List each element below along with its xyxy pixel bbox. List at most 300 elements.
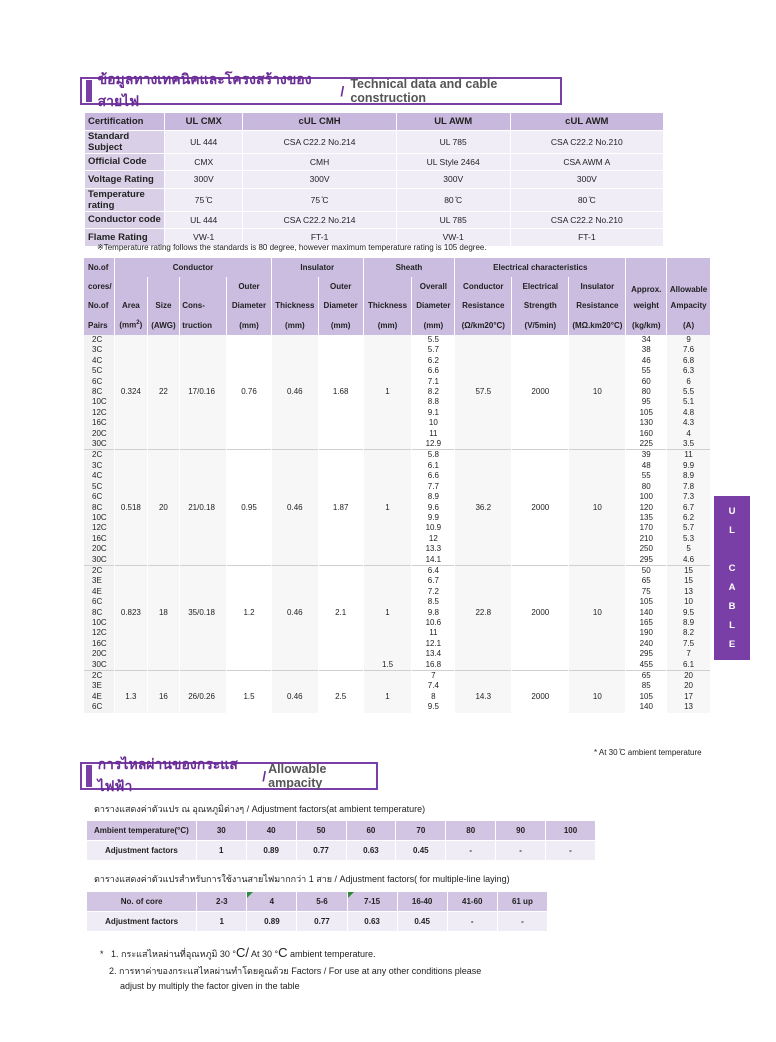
weight-cell: 120 — [626, 503, 667, 513]
overall-diameter-cell: 14.1 — [412, 555, 455, 566]
core-count: 2C — [84, 335, 115, 345]
table-row — [84, 408, 711, 418]
overall-diameter-cell: 6.7 — [412, 576, 455, 586]
insulator-resistance-cell — [569, 513, 626, 523]
table-row — [84, 503, 711, 513]
temperature-adjustment-table — [86, 820, 596, 861]
awg-cell — [147, 492, 180, 502]
col-weight: weight — [626, 296, 667, 315]
construction-cell — [180, 587, 227, 597]
sheath-thickness-cell — [363, 345, 412, 355]
insulator-resistance-cell — [569, 471, 626, 481]
weight-cell: 100 — [626, 492, 667, 502]
area-cell — [115, 345, 148, 355]
insulator-outer-cell — [318, 523, 363, 533]
electrical-strength-cell — [512, 534, 569, 544]
spec-cell: 300V — [243, 171, 396, 189]
ampacity-cell: 6.2 — [667, 513, 711, 523]
col-strength: Strength — [512, 296, 569, 315]
conductor-resistance-cell: 22.8 — [455, 608, 512, 618]
electrical-strength-cell — [512, 377, 569, 387]
overall-diameter-cell: 10.9 — [412, 523, 455, 533]
insulator-resistance-cell — [569, 523, 626, 533]
awg-cell — [147, 639, 180, 649]
sheath-thickness-cell — [363, 471, 412, 481]
adj1-value-cell: 0.45 — [396, 841, 446, 861]
awg-cell — [147, 377, 180, 387]
insulator-resistance-cell: 10 — [569, 387, 626, 397]
table-row — [84, 429, 711, 439]
overall-diameter-cell: 13.4 — [412, 649, 455, 659]
area-cell — [115, 461, 148, 471]
ampacity-cell: 6.1 — [667, 660, 711, 671]
insulator-thickness-cell — [271, 534, 318, 544]
conductor-resistance-cell — [455, 649, 512, 659]
outer-diameter-cell — [227, 439, 272, 450]
conductor-resistance-cell — [455, 660, 512, 671]
adj2-value-cell: 0.45 — [397, 912, 447, 932]
spec-row-label: Flame Rating — [85, 229, 165, 247]
insulator-thickness-cell — [271, 492, 318, 502]
sheath-thickness-cell — [363, 565, 412, 576]
table-row — [84, 345, 711, 355]
sheath-thickness-cell — [363, 418, 412, 428]
adj2-header-cell: 16-40 — [397, 892, 447, 912]
sheath-thickness-cell — [363, 628, 412, 638]
weight-cell: 190 — [626, 628, 667, 638]
adj2-header-cell: 61 up — [497, 892, 547, 912]
electrical-strength-cell — [512, 356, 569, 366]
adj2-header-cell: 4 — [247, 892, 297, 912]
conductor-resistance-cell — [455, 366, 512, 376]
construction-cell — [180, 618, 227, 628]
area-cell — [115, 671, 148, 682]
sheath-thickness-cell — [363, 534, 412, 544]
weight-cell: 95 — [626, 397, 667, 407]
awg-cell — [147, 408, 180, 418]
insulator-resistance-cell — [569, 628, 626, 638]
ampacity-cell: 11 — [667, 450, 711, 461]
weight-cell: 140 — [626, 608, 667, 618]
ampacity-cell: 20 — [667, 681, 711, 691]
conductor-resistance-cell — [455, 671, 512, 682]
col-sheath: Sheath — [363, 258, 455, 277]
awg-cell — [147, 555, 180, 566]
sheath-thickness-cell — [363, 482, 412, 492]
insulator-outer-cell — [318, 555, 363, 566]
core-count: 4E — [84, 587, 115, 597]
weight-cell: 38 — [626, 345, 667, 355]
overall-diameter-cell: 8 — [412, 692, 455, 702]
sheath-thickness-cell — [363, 671, 412, 682]
insulator-resistance-cell — [569, 356, 626, 366]
sheath-thickness-cell: 1 — [363, 608, 412, 618]
conductor-resistance-cell — [455, 461, 512, 471]
insulator-thickness-cell: 0.46 — [271, 608, 318, 618]
footnote-1-tail: ambient temperature. — [287, 949, 376, 959]
outer-diameter-cell: 0.95 — [227, 503, 272, 513]
sheath-thickness-cell — [363, 681, 412, 691]
col-ins-res: Insulator — [569, 277, 626, 296]
spec-cell: CMH — [243, 153, 396, 171]
table-row — [84, 544, 711, 554]
insulator-thickness-cell — [271, 461, 318, 471]
table-row — [84, 366, 711, 376]
insulator-outer-cell — [318, 544, 363, 554]
outer-diameter-cell — [227, 618, 272, 628]
outer-diameter-cell: 0.76 — [227, 387, 272, 397]
adj1-header-label: Ambient temperature(°C) — [87, 821, 197, 841]
conductor-resistance-cell — [455, 544, 512, 554]
construction-cell — [180, 681, 227, 691]
outer-diameter-cell — [227, 377, 272, 387]
conductor-resistance-cell — [455, 471, 512, 481]
ampacity-cell: 10 — [667, 597, 711, 607]
col-area: Area — [115, 296, 148, 315]
electrical-strength-cell — [512, 649, 569, 659]
side-tab-letter: B — [728, 601, 736, 612]
overall-diameter-cell: 7.4 — [412, 681, 455, 691]
table-row — [84, 397, 711, 407]
weight-cell: 160 — [626, 429, 667, 439]
overall-diameter-cell: 9.8 — [412, 608, 455, 618]
spec-header-cell: cUL AWM — [510, 113, 663, 131]
conductor-resistance-cell — [455, 450, 512, 461]
outer-diameter-cell — [227, 597, 272, 607]
table-row — [84, 461, 711, 471]
side-tab-letter: A — [728, 582, 736, 593]
adj2-row-label: Adjustment factors — [87, 912, 197, 932]
weight-cell: 60 — [626, 377, 667, 387]
conductor-resistance-cell — [455, 408, 512, 418]
overall-diameter-cell: 11 — [412, 429, 455, 439]
area-cell: 1.3 — [115, 692, 148, 702]
ampacity-cell: 4.3 — [667, 418, 711, 428]
electrical-strength-cell — [512, 597, 569, 607]
core-count: 12C — [84, 628, 115, 638]
section-title-thai: ข้อมูลทางเทคนิคและโครงสร้างของสายไฟ — [97, 71, 312, 109]
multiple-line-adjustment-table — [86, 891, 548, 932]
core-count: 20C — [84, 544, 115, 554]
insulator-thickness-cell — [271, 450, 318, 461]
overall-diameter-cell: 6.6 — [412, 471, 455, 481]
core-count: 8C — [84, 608, 115, 618]
outer-diameter-cell — [227, 544, 272, 554]
insulator-thickness-cell — [271, 576, 318, 586]
awg-cell — [147, 429, 180, 439]
electrical-strength-cell — [512, 587, 569, 597]
overall-diameter-cell: 7.7 — [412, 482, 455, 492]
weight-cell: 46 — [626, 356, 667, 366]
insulator-thickness-cell: 0.46 — [271, 387, 318, 397]
weight-cell: 295 — [626, 555, 667, 566]
area-cell — [115, 397, 148, 407]
table-row — [84, 660, 711, 671]
awg-cell — [147, 397, 180, 407]
adj2-value-cell: 0.63 — [347, 912, 397, 932]
insulator-resistance-cell — [569, 649, 626, 659]
spec-cell: UL 444 — [165, 130, 243, 153]
core-count: 5C — [84, 366, 115, 376]
insulator-resistance-cell — [569, 555, 626, 566]
awg-cell — [147, 439, 180, 450]
cable-construction-table — [84, 258, 711, 713]
table-row — [84, 618, 711, 628]
awg-cell — [147, 628, 180, 638]
core-count: 6C — [84, 377, 115, 387]
weight-cell: 55 — [626, 366, 667, 376]
spec-cell: UL 785 — [396, 211, 510, 229]
core-count: 6C — [84, 492, 115, 502]
core-count: 6C — [84, 597, 115, 607]
construction-cell — [180, 534, 227, 544]
insulator-outer-cell — [318, 513, 363, 523]
sheath-thickness-cell — [363, 618, 412, 628]
electrical-strength-cell — [512, 461, 569, 471]
construction-cell — [180, 565, 227, 576]
conductor-resistance-cell — [455, 492, 512, 502]
construction-cell — [180, 660, 227, 671]
insulator-resistance-cell — [569, 397, 626, 407]
outer-diameter-cell — [227, 681, 272, 691]
overall-diameter-cell: 9.5 — [412, 702, 455, 712]
outer-diameter-cell — [227, 429, 272, 439]
weight-cell: 105 — [626, 692, 667, 702]
overall-diameter-cell: 13.3 — [412, 544, 455, 554]
col-elec-strength: Electrical — [512, 277, 569, 296]
footnote-3: adjust by multiply the factor given in the table — [120, 981, 300, 991]
spec-header-cell: UL CMX — [165, 113, 243, 131]
col-resistance: Resistance — [455, 296, 512, 315]
core-count: 3E — [84, 576, 115, 586]
electrical-strength-cell — [512, 544, 569, 554]
weight-cell: 105 — [626, 408, 667, 418]
sheath-thickness-cell — [363, 397, 412, 407]
insulator-resistance-cell — [569, 702, 626, 712]
core-count: 30C — [84, 660, 115, 671]
overall-diameter-cell: 8.8 — [412, 397, 455, 407]
col-size: Size — [147, 296, 180, 315]
insulator-resistance-cell — [569, 418, 626, 428]
construction-cell: 21/0.18 — [180, 503, 227, 513]
adj1-caption: ตารางแสดงค่าตัวแปร ณ อุณหภูมิต่างๆ / Adjustment factors(at ambient temperature) — [94, 804, 426, 814]
sheath-thickness-cell — [363, 377, 412, 387]
insulator-thickness-cell — [271, 471, 318, 481]
side-tab-letter: E — [728, 639, 736, 650]
adj1-value-cell: 0.77 — [296, 841, 346, 861]
spec-cell: FT-1 — [510, 229, 663, 247]
conductor-resistance-cell — [455, 356, 512, 366]
title-bar — [86, 80, 92, 102]
insulator-resistance-cell — [569, 429, 626, 439]
insulator-thickness-cell — [271, 671, 318, 682]
col-area-unit: $(mm^2)$ — [115, 315, 148, 335]
spec-cell: 80 ̊C — [396, 188, 510, 211]
table-row — [84, 523, 711, 533]
area-cell — [115, 335, 148, 345]
electrical-strength-cell — [512, 408, 569, 418]
adj1-value-cell: - — [446, 841, 496, 861]
sheath-thickness-cell — [363, 702, 412, 712]
outer-diameter-cell — [227, 565, 272, 576]
conductor-resistance-cell — [455, 555, 512, 566]
spec-cell: CSA C22.2 No.210 — [510, 211, 663, 229]
insulator-thickness-cell: 0.46 — [271, 692, 318, 702]
insulator-outer-cell — [318, 482, 363, 492]
outer-diameter-cell — [227, 471, 272, 481]
overall-diameter-cell: 7.1 — [412, 377, 455, 387]
construction-cell — [180, 597, 227, 607]
construction-cell — [180, 513, 227, 523]
electrical-strength-cell — [512, 418, 569, 428]
weight-cell: 210 — [626, 534, 667, 544]
ampacity-cell: 8.9 — [667, 618, 711, 628]
sheath-thickness-cell — [363, 429, 412, 439]
sheath-thickness-cell — [363, 492, 412, 502]
spec-cell: UL Style 2464 — [396, 153, 510, 171]
outer-diameter-cell — [227, 450, 272, 461]
awg-cell — [147, 450, 180, 461]
table-row — [84, 649, 711, 659]
conductor-resistance-cell — [455, 397, 512, 407]
construction-cell — [180, 702, 227, 712]
adj2-value-cell: 1 — [197, 912, 247, 932]
sheath-thickness-cell — [363, 450, 412, 461]
weight-cell: 170 — [626, 523, 667, 533]
awg-cell — [147, 681, 180, 691]
conductor-resistance-cell — [455, 576, 512, 586]
spec-cell: 75 ̊C — [165, 188, 243, 211]
insulator-thickness-cell — [271, 377, 318, 387]
col-overall-unit: (mm) — [412, 315, 455, 335]
core-count: 3C — [84, 345, 115, 355]
outer-diameter-cell — [227, 587, 272, 597]
insulator-outer-cell — [318, 671, 363, 682]
ampacity-cell: 6 — [667, 377, 711, 387]
weight-cell: 75 — [626, 587, 667, 597]
outer-diameter-cell — [227, 366, 272, 376]
col-allowable: Allowable — [667, 258, 711, 296]
insulator-outer-cell — [318, 418, 363, 428]
insulator-resistance-cell — [569, 576, 626, 586]
electrical-strength-cell — [512, 429, 569, 439]
sheath-thickness-cell — [363, 513, 412, 523]
insulator-thickness-cell — [271, 513, 318, 523]
sheath-thickness-cell: 1.5 — [363, 660, 412, 671]
area-cell — [115, 356, 148, 366]
area-cell — [115, 576, 148, 586]
ampacity-cell: 5.1 — [667, 397, 711, 407]
awg-cell — [147, 660, 180, 671]
overall-diameter-cell: 16.8 — [412, 660, 455, 671]
insulator-thickness-cell — [271, 356, 318, 366]
table-row — [84, 555, 711, 566]
outer-diameter-cell — [227, 649, 272, 659]
table-row — [84, 639, 711, 649]
insulator-thickness-cell — [271, 397, 318, 407]
insulator-outer-cell — [318, 450, 363, 461]
overall-diameter-cell: 10.6 — [412, 618, 455, 628]
certification-table — [84, 112, 664, 247]
electrical-strength-cell — [512, 439, 569, 450]
construction-cell — [180, 418, 227, 428]
table-row — [84, 471, 711, 481]
conductor-resistance-cell — [455, 587, 512, 597]
col-res-unit: (Ω/km20°C) — [455, 315, 512, 335]
awg-cell — [147, 418, 180, 428]
awg-cell — [147, 335, 180, 345]
spec-header-cell: UL AWM — [396, 113, 510, 131]
col-amp-unit: (A) — [667, 315, 711, 335]
outer-diameter-cell — [227, 660, 272, 671]
spec-cell: 75 ̊C — [243, 188, 396, 211]
col-awg: (AWG) — [147, 315, 180, 335]
table-row — [84, 587, 711, 597]
weight-cell: 295 — [626, 649, 667, 659]
core-count: 30C — [84, 555, 115, 566]
conductor-resistance-cell: 14.3 — [455, 692, 512, 702]
electrical-strength-cell — [512, 628, 569, 638]
construction-cell — [180, 366, 227, 376]
adj2-header-cell: 7-15 — [347, 892, 397, 912]
insulator-thickness-cell — [271, 597, 318, 607]
spec-row-label: Voltage Rating — [85, 171, 165, 189]
overall-diameter-cell: 8.5 — [412, 597, 455, 607]
ampacity-cell: 7.6 — [667, 345, 711, 355]
col-outer: Outer — [227, 277, 272, 296]
ampacity-cell: 4 — [667, 429, 711, 439]
core-count: 10C — [84, 397, 115, 407]
sheath-thickness-cell — [363, 576, 412, 586]
weight-cell: 55 — [626, 471, 667, 481]
table-row — [84, 418, 711, 428]
outer-diameter-cell: 1.5 — [227, 692, 272, 702]
spec-row-label: Standard Subject — [85, 130, 165, 153]
area-cell — [115, 639, 148, 649]
adj1-value-cell: 0.63 — [346, 841, 396, 861]
col-cond-res: Conductor — [455, 277, 512, 296]
awg-cell — [147, 565, 180, 576]
insulator-resistance-cell: 10 — [569, 692, 626, 702]
col-insulator: Insulator — [271, 258, 363, 277]
col-ins-outer: Outer — [318, 277, 363, 296]
awg-cell — [147, 471, 180, 481]
area-cell — [115, 555, 148, 566]
electrical-strength-cell — [512, 335, 569, 345]
core-count: 8C — [84, 503, 115, 513]
area-cell — [115, 471, 148, 481]
insulator-thickness-cell — [271, 523, 318, 533]
col-approx: Approx. — [626, 258, 667, 296]
spec-cell: CMX — [165, 153, 243, 171]
conductor-resistance-cell — [455, 335, 512, 345]
spec-cell: CSA C22.2 No.214 — [243, 130, 396, 153]
weight-cell: 80 — [626, 387, 667, 397]
overall-diameter-cell: 9.6 — [412, 503, 455, 513]
construction-cell — [180, 461, 227, 471]
table-row — [84, 356, 711, 366]
core-count: 2C — [84, 565, 115, 576]
construction-cell — [180, 356, 227, 366]
ampacity-cell: 15 — [667, 565, 711, 576]
area-cell: 0.823 — [115, 608, 148, 618]
adj2-caption: ตารางแสดงค่าตัวแปรสำหรับการใช้งานสายไฟมากกว่า 1 สาย / Adjustment factors( for multiple-line laying) — [94, 874, 510, 884]
weight-cell: 130 — [626, 418, 667, 428]
ampacity-cell: 4.8 — [667, 408, 711, 418]
spec-cell: 300V — [510, 171, 663, 189]
area-cell: 0.518 — [115, 503, 148, 513]
insulator-outer-cell — [318, 660, 363, 671]
